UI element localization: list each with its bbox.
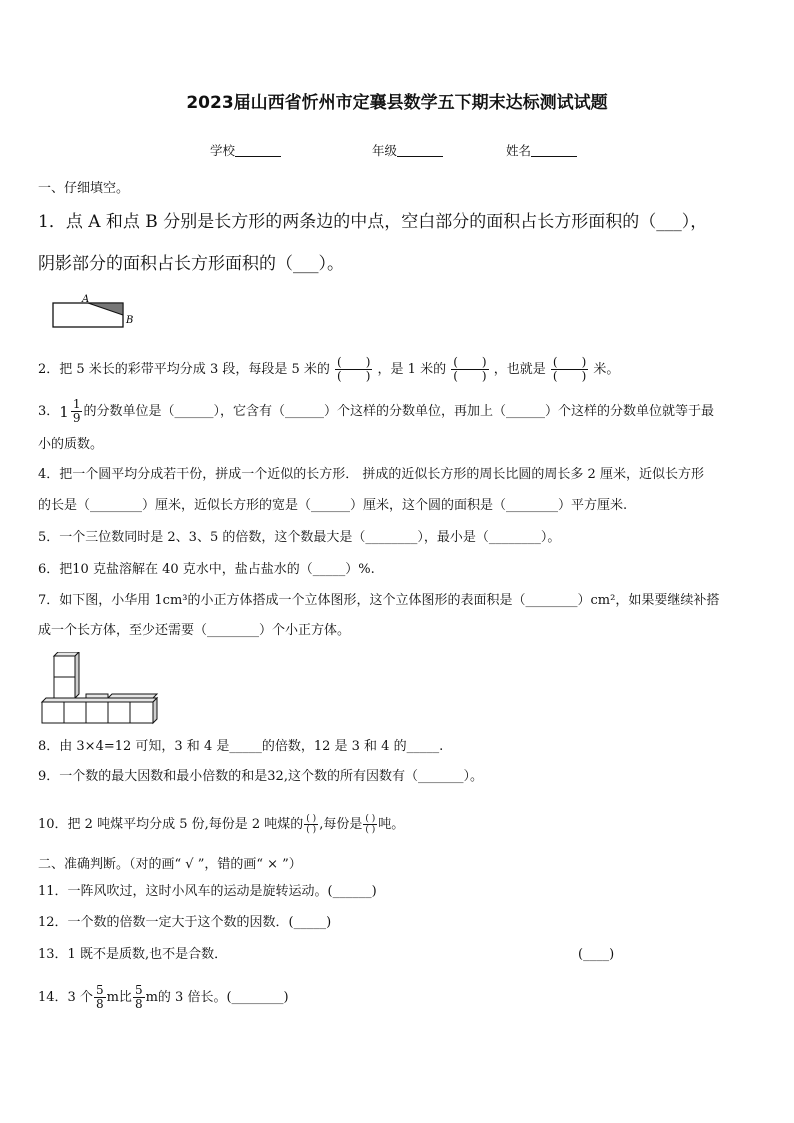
fraction-numerator-blank: ( )	[337, 355, 371, 369]
fraction-denominator-blank: ( )	[365, 825, 376, 835]
school-blank[interactable]	[235, 144, 281, 157]
section-1-heading: 一、仔细填空。	[38, 181, 130, 196]
question-3-text: 的分数单位是（______），它含有（______）个这样的分数单位，再加上（______）个这样的分数单位就等于最	[83, 404, 714, 419]
fraction-numerator-blank: ( )	[453, 355, 487, 369]
question-4-line-1: 4．把一个圆平均分成若干份，拼成一个近似的长方形． 拼成的近似长方形的周长比圆的周长多 2 厘米，近似长方形	[38, 467, 704, 482]
mixed-whole: 1	[59, 402, 69, 421]
school-field	[210, 141, 281, 159]
question-10	[38, 814, 404, 835]
point-a-label: A	[82, 294, 90, 305]
question-10-fraction-2[interactable]	[363, 814, 377, 835]
question-8: 8．由 3×4=12 可知，3 和 4 是_____的倍数，12 是 3 和 4 的_____.	[38, 739, 444, 754]
point-b-label: B	[126, 315, 134, 326]
question-13-blank[interactable]: (____)	[578, 947, 615, 962]
question-14-text-3: 的 3 倍长。(________)	[157, 990, 289, 1005]
question-14-text-1: 14．3 个	[38, 990, 93, 1005]
question-9: 9．一个数的最大因数和最小倍数的和是32,这个数的所有因数有（_______）。	[38, 769, 483, 784]
question-2-text-2: ，是 1 米的	[377, 362, 447, 377]
question-7-line-2: 成一个长方体，至少还需要（________）个小正方体。	[38, 623, 351, 638]
grade-label: 年级	[372, 143, 398, 158]
grade-field	[372, 141, 443, 159]
fraction-numerator-blank: ( )	[552, 355, 587, 369]
section-2-heading: 二、准确判断。（对的画“ √ ”，错的画“ × ”）	[38, 857, 302, 872]
question-6: 6．把10 克盐溶解在 40 克水中，盐占盐水的（_____）%.	[38, 562, 375, 577]
fraction-denominator-blank: ( )	[306, 825, 317, 835]
fraction-denominator: 8	[95, 997, 104, 1011]
fraction-denominator-blank: ( )	[552, 369, 587, 383]
question-10-text-3: 吨。	[378, 817, 405, 832]
grade-blank[interactable]	[397, 144, 443, 157]
fraction-denominator: 9	[72, 411, 81, 425]
question-7-line-1: 7．如下图，小华用 1cm³的小正方体搭成一个立体图形，这个立体图形的表面积是（________）cm²，如果要继续补搭	[38, 593, 720, 608]
fraction-numerator-blank: ( )	[306, 814, 317, 824]
page-title: 2023届山西省忻州市定襄县数学五下期末达标测试试题	[186, 93, 608, 113]
question-5: 5．一个三位数同时是 2、3、5 的倍数，这个数最大是（________），最小是（________）。	[38, 530, 561, 545]
question-2-fraction-2[interactable]	[451, 356, 488, 383]
fraction-numerator: 1	[72, 397, 81, 411]
question-2-fraction-3[interactable]	[551, 356, 588, 383]
rectangle-figure	[48, 293, 148, 333]
fraction-denominator: 8	[134, 997, 143, 1011]
fraction-denominator-blank: ( )	[453, 369, 487, 383]
question-13-text: 13．1 既不是质数,也不是合数．	[38, 947, 228, 962]
question-2-text-3: ，也就是	[493, 362, 546, 377]
unit-m: m	[106, 990, 119, 1005]
question-3-number: 3．	[38, 404, 60, 419]
mixed-number	[59, 398, 83, 425]
question-1-line-2: 阴影部分的面积占长方形面积的（___）。	[38, 254, 344, 274]
question-10-text-2: ,每份是	[319, 817, 363, 832]
fraction-numerator-blank: ( )	[365, 814, 376, 824]
unit-m: m	[145, 990, 158, 1005]
question-12: 12．一个数的倍数一定大于这个数的因数．(_____)	[38, 915, 332, 930]
question-2-text-1: 2．把 5 米长的彩带平均分成 3 段，每段是 5 米的	[38, 362, 330, 377]
school-label: 学校	[210, 143, 236, 158]
cube-figure	[38, 652, 168, 727]
question-14-fraction-1	[94, 984, 106, 1011]
question-10-text-1: 10．把 2 吨煤平均分成 5 份,每份是 2 吨煤的	[38, 817, 304, 832]
question-1-line-1: 1．点 A 和点 B 分别是长方形的两条边的中点，空白部分的面积占长方形面积的（___），	[38, 212, 708, 232]
question-3-line-2: 小的质数。	[38, 437, 104, 452]
fraction-numerator: 5	[95, 983, 104, 997]
question-14	[38, 984, 289, 1011]
question-3-line-1	[38, 398, 714, 425]
name-blank[interactable]	[531, 144, 577, 157]
question-14-fraction-2	[133, 984, 145, 1011]
name-label: 姓名	[506, 143, 532, 158]
question-2	[38, 356, 619, 383]
fraction-denominator-blank: ( )	[337, 369, 371, 383]
question-2-text-4: 米。	[593, 362, 620, 377]
fraction-numerator: 5	[134, 983, 143, 997]
question-2-fraction-1[interactable]	[335, 356, 372, 383]
question-4-line-2: 的长是（________）厘米，近似长方形的宽是（______）厘米，这个圆的面积是（________）平方厘米.	[38, 498, 628, 513]
question-14-text-2: 比	[118, 990, 132, 1005]
question-11: 11．一阵风吹过，这时小风车的运动是旋转运动。(______)	[38, 884, 377, 899]
mixed-fraction	[71, 398, 83, 425]
question-10-fraction-1[interactable]	[304, 814, 318, 835]
name-field	[506, 141, 577, 159]
